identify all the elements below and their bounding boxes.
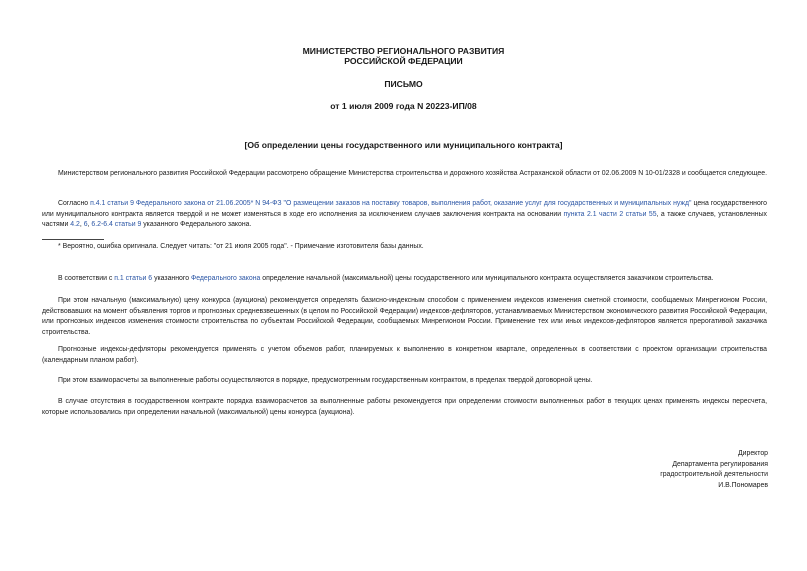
part-4-2-link[interactable]: 4.2 xyxy=(70,221,80,229)
signature-line-2: Департамента регулирования xyxy=(672,460,768,468)
text: , а также случаев, установленных частями xyxy=(42,210,767,229)
part-6-link[interactable]: 6 xyxy=(83,221,88,229)
text: указанного xyxy=(152,275,191,282)
footnote-divider xyxy=(42,239,104,240)
text: цена государственного или муниципального контракта является твердой и не может изменяться в ходе его исполнения за исключением случаев заключения контракта на основании xyxy=(42,200,767,218)
organization-name xyxy=(0,46,807,66)
paragraph-7: В случае отсутствия в государственном контракте порядка взаиморасчетов за выполненные работы рекомендуется при определении стоимости выполненных работ в текущих ценах применять индексы пересчета, которые использовались при определении начальной (максимальной) цены конкурса (аукциона). xyxy=(42,398,767,416)
text: указанного Федерального закона. xyxy=(141,221,252,229)
signature-block xyxy=(560,449,768,491)
org-line-2: РОССИЙСКОЙ ФЕДЕРАЦИИ xyxy=(344,56,463,66)
law-article-link[interactable]: п.4.1 статьи 9 Федерального закона от 21.06.2005* N 94-ФЗ "О размещении заказов на поставку товаров, выполнения работ, оказание услуг для государственных и муниципальных нужд" xyxy=(90,200,692,207)
text: Согласно xyxy=(58,200,91,207)
text: , xyxy=(79,221,84,229)
paragraph-5: Прогнозные индексы-дефляторы рекомендуется применять с учетом объемов работ, планируемых к выполнению в конкретном квартале, определенных в соответствии с проектом организации строительства (календарным планом работ). xyxy=(42,346,767,364)
document-date: от 1 июля 2009 года N 20223-ИП/08 xyxy=(330,101,477,111)
signature-line-1: Директор xyxy=(737,450,768,457)
org-line-1: МИНИСТЕРСТВО РЕГИОНАЛЬНОГО РАЗВИТИЯ xyxy=(302,46,505,56)
paragraph-6: При этом взаиморасчеты за выполненные работы осуществляются в порядке, предусмотренным государственным контрактом, в пределах твердой договорной цены. xyxy=(58,377,593,384)
article-55-link[interactable]: пункта 2.1 части 2 статьи 55 xyxy=(563,210,657,218)
paragraph-4: При этом начальную (максимальную) цену конкурса (аукциона) рекомендуется определять базисно-индексным способом с применением индексов изменения сметной стоимости, сообщаемых Минрегионом России, действовавших на момент объявления торгов и прогнозных средневзвешенных (в целом по Российской Федерации) индексов-дефляторов, устанавливаемых Министерством экономического развития Российской Федерации, или прогнозных индексов изменения стоимости строительства по субъектам Российской Федерации, сообщаемых Минрегионом России. Применение тех или иных индексов-дефляторов является прерогативой заказчика строительства. xyxy=(42,297,767,336)
paragraph-1: Министерством регионального развития Российской Федерации рассмотрено обращение Министерства строительства и дорожного хозяйства Астраханской области от 02.06.2009 N 10-01/2328 и сообщается следующее. xyxy=(58,170,768,177)
signature-line-3: градостроительной деятельности xyxy=(660,471,768,479)
paragraph-3 xyxy=(42,274,767,285)
text: В соответствии с xyxy=(58,275,115,282)
text: определение начальной (максимальной) цены государственного или муниципального контракта осуществляется заказчиком строительства. xyxy=(260,275,714,282)
text: , xyxy=(87,221,92,229)
signatory-name: И.В.Пономарев xyxy=(718,481,768,489)
paragraph-2 xyxy=(42,199,767,231)
document-title: [Об определении цены государственного или муниципального контракта] xyxy=(244,140,563,150)
footnote: * Вероятно, ошибка оригинала. Следует читать: "от 21 июля 2005 года". - Примечание изготовителя базы данных. xyxy=(58,243,424,250)
article-9-link[interactable]: 6.2-6.4 статьи 9 xyxy=(91,221,142,229)
document-type: ПИСЬМО xyxy=(384,79,423,89)
federal-law-link[interactable]: Федерального закона xyxy=(190,275,261,282)
article-6-link[interactable]: п.1 статьи 6 xyxy=(114,275,153,282)
